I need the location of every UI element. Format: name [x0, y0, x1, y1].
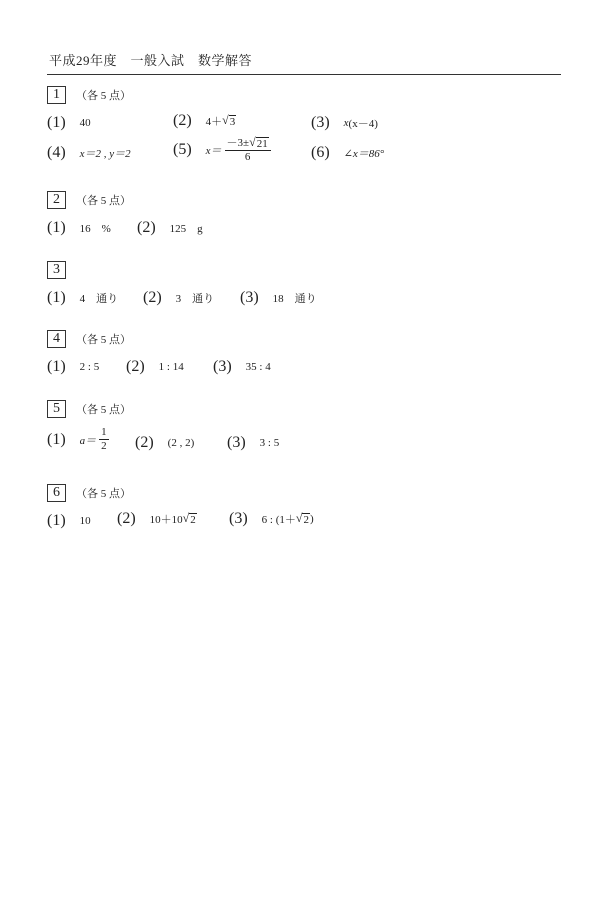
answer-prefix: a＝: [79, 434, 97, 447]
item-label: (3): [227, 434, 246, 451]
answer-6-2: [117, 510, 197, 528]
answer-6-1: [47, 512, 91, 530]
question-5-header: [47, 400, 131, 418]
question-number-box: 5: [47, 400, 66, 418]
points-note: （各 5 点）: [76, 195, 131, 207]
answer-value: 4＋: [205, 116, 223, 128]
points-note: （各 5 点）: [76, 404, 131, 416]
answer-value: 3 : 5: [259, 437, 280, 449]
points-note: （各 5 点）: [76, 488, 131, 500]
answer-value: 16 %: [79, 223, 111, 235]
answer-value: 10: [79, 515, 91, 527]
sqrt-expression: [222, 114, 236, 128]
answer-value: 4 通り: [79, 293, 119, 305]
question-number-box: 4: [47, 330, 66, 348]
answer-2-2: [137, 219, 203, 237]
answer-value: 6 : (1＋: [261, 514, 296, 526]
answer-value: 35 : 4: [245, 361, 271, 373]
answer-5-1: [47, 426, 109, 453]
answer-5-3: [227, 434, 279, 452]
answer-value: 10＋10: [149, 514, 183, 526]
item-label: (1): [47, 289, 66, 306]
item-label: (1): [47, 219, 66, 236]
question-2: [47, 191, 203, 236]
radical-sign-icon: √: [295, 511, 303, 525]
item-label: (2): [137, 219, 156, 236]
answer-value: (2 , 2): [167, 437, 195, 449]
item-label: (4): [47, 144, 66, 161]
question-4: [47, 330, 271, 375]
answer-value: 3 通り: [175, 293, 215, 305]
item-label: (3): [311, 114, 330, 131]
radicand: 21: [256, 138, 268, 150]
points-note: （各 5 点）: [76, 90, 131, 102]
answer-1-1: [47, 114, 91, 132]
answer-3-1: [47, 289, 118, 307]
answer-1-4: [47, 144, 131, 162]
sqrt-expression: [296, 512, 310, 526]
item-label: (1): [47, 512, 66, 529]
fraction-numerator: 1: [101, 426, 107, 438]
question-3: [47, 261, 317, 306]
sqrt-expression: [249, 136, 269, 150]
answer-value: x＝2 , y＝2: [79, 148, 131, 160]
radical-sign-icon: √: [222, 113, 229, 127]
fraction: [99, 426, 109, 453]
item-label: (2): [143, 289, 162, 306]
question-6: [47, 484, 314, 529]
item-label: (3): [213, 358, 232, 375]
radical-sign-icon: √: [182, 511, 190, 525]
answer-3-3: [240, 289, 317, 307]
item-label: (3): [229, 510, 248, 527]
answer-1-5: [173, 136, 271, 164]
question-number-box: 3: [47, 261, 66, 279]
item-label: (3): [240, 289, 259, 306]
question-4-header: [47, 330, 131, 348]
answer-3-2: [143, 289, 214, 307]
fraction-denominator: 6: [244, 151, 251, 163]
answer-1-2: [173, 112, 236, 130]
answer-value: 1 : 14: [158, 361, 184, 373]
numerator-prefix: －3±: [226, 137, 250, 149]
question-5: [47, 400, 280, 452]
item-label: (2): [135, 434, 154, 451]
answer-5-2: [135, 434, 194, 452]
answer-6-3: [229, 510, 314, 528]
header-rule: [47, 74, 561, 75]
question-6-header: [47, 484, 131, 502]
item-label: (2): [126, 358, 145, 375]
question-number-box: 2: [47, 191, 66, 209]
radicand: 3: [229, 116, 236, 128]
item-label: (1): [47, 430, 66, 448]
question-3-header: [47, 261, 66, 279]
answer-value: 18 通り: [272, 293, 317, 305]
answer-1-6: [311, 144, 384, 162]
question-1: [47, 86, 385, 163]
item-label: (5): [173, 141, 192, 158]
sqrt-expression: [183, 512, 197, 526]
question-1-header: [47, 86, 131, 104]
answer-value: 40: [79, 117, 91, 129]
answer-value-x: x: [343, 117, 349, 129]
fraction: [225, 136, 271, 164]
answer-suffix: ): [309, 513, 314, 525]
points-note: （各 5 点）: [76, 334, 131, 346]
answer-prefix: x＝: [205, 145, 222, 157]
item-label: (2): [117, 510, 136, 527]
answer-value-factor: (x－4): [348, 118, 378, 130]
answer-value: ∠x＝86°: [343, 148, 385, 160]
page-title: 平成29年度 一般入試 数学解答: [49, 53, 253, 68]
question-number-box: 6: [47, 484, 66, 502]
answer-1-3: [311, 114, 378, 132]
item-label: (1): [47, 114, 66, 131]
answer-value: 125 g: [169, 223, 203, 235]
radicand: 2: [190, 514, 196, 526]
question-2-header: [47, 191, 131, 209]
fraction-denominator: 2: [101, 440, 107, 452]
question-number-box: 1: [47, 86, 66, 104]
answer-value: 2 : 5: [79, 361, 100, 373]
answer-2-1: [47, 219, 111, 237]
item-label: (6): [311, 144, 330, 161]
item-label: (2): [173, 112, 192, 129]
fraction-numerator: [225, 136, 271, 151]
answer-4-3: [213, 358, 271, 376]
answer-4-2: [126, 358, 184, 376]
radical-sign-icon: √: [249, 135, 256, 149]
item-label: (1): [47, 358, 66, 375]
answer-4-1: [47, 358, 99, 376]
radicand: 2: [303, 514, 309, 526]
